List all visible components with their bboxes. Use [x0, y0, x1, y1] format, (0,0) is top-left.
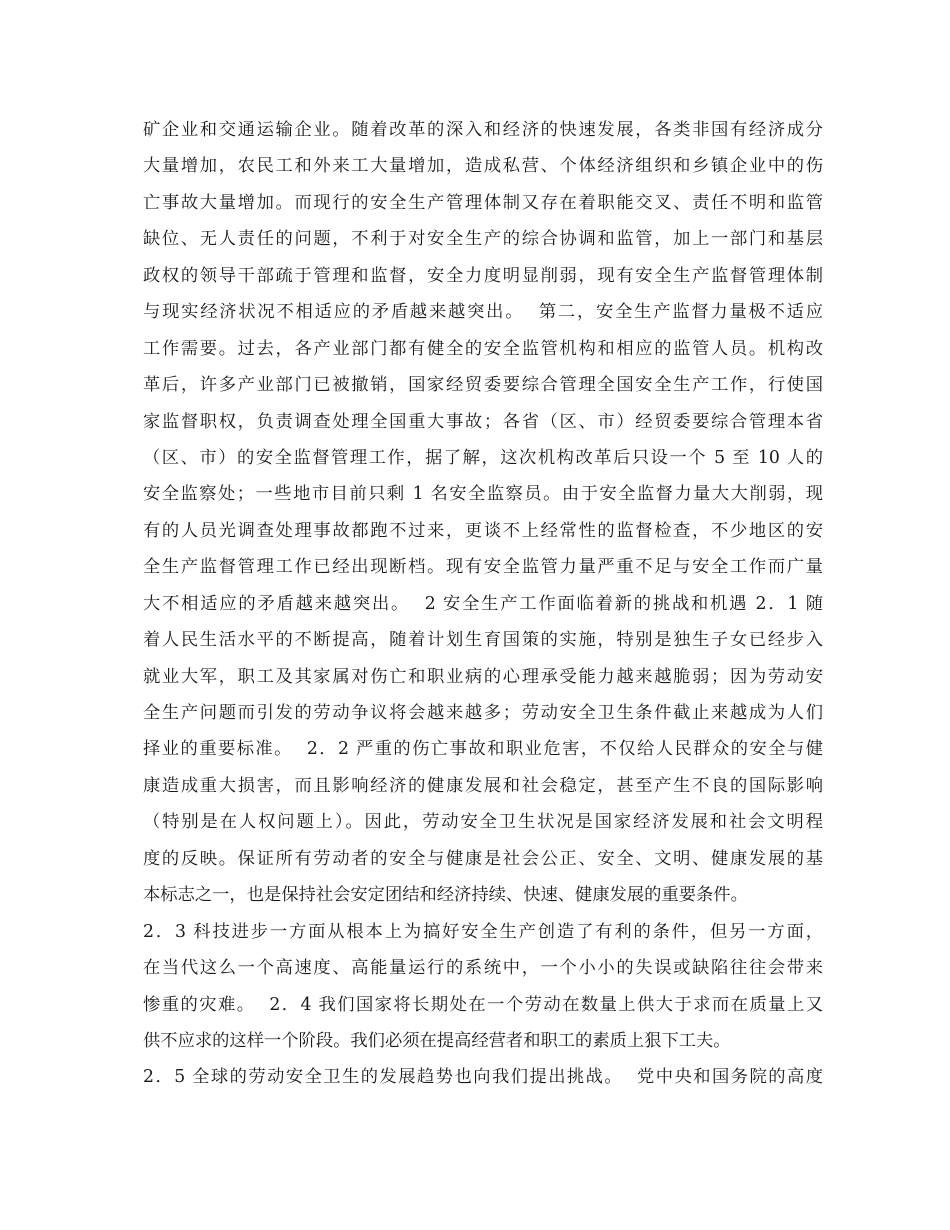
text-line: 政权的领导干部疏于管理和监督，安全力度明显削弱，现有安全生产监督管理体制: [143, 265, 823, 286]
text-line: 矿企业和交通运输企业。随着改革的深入和经济的快速发展，各类非国有经济成分: [143, 120, 823, 140]
text-line: 亡事故大量增加。而现行的安全生产管理体制又存在着职能交叉、责任不明和监管: [143, 192, 823, 213]
text-line: （特别是在人权问题上）。因此，劳动安全卫生状况是国家经济发展和社会文明程: [143, 812, 823, 833]
text-line: 革后，许多产业部门已被撤销，国家经贸委要综合管理全国安全生产工作，行使国: [143, 375, 823, 396]
text-line: 度的反映。保证所有劳动者的安全与健康是社会公正、安全、文明、健康发展的基: [143, 848, 823, 869]
text-line: 工作需要。过去，各产业部门都有健全的安全监管机构和相应的监管人员。机构改: [143, 338, 823, 359]
text-line: 大量增加，农民工和外来工大量增加，造成私营、个体经济组织和乡镇企业中的伤: [143, 156, 823, 177]
text-line: 家监督职权，负责调查处理全国重大事故；各省（区、市）经贸委要综合管理本省: [143, 411, 823, 432]
body-text: [143, 112, 823, 1096]
text-line: 2．3 科技进步一方面从根本上为搞好安全生产创造了有利的条件，但另一方面，: [143, 921, 823, 942]
text-line: 大不相适应的矛盾越来越突出。 2 安全生产工作面临着新的挑战和机遇 2．1 随: [143, 593, 823, 614]
text-line: 着人民生活水平的不断提高，随着计划生育国策的实施，特别是独生子女已经步入: [143, 630, 823, 651]
text-line: 有的人员光调查处理事故都跑不过来，更谈不上经常性的监督检查，不少地区的安: [143, 520, 823, 541]
text-line: 本标志之一，也是保持社会安定团结和经济持续、快速、健康发展的重要条件。: [143, 885, 748, 906]
text-line: 2．5 全球的劳动安全卫生的发展趋势也向我们提出挑战。 党中央和国务院的高度: [143, 1067, 823, 1088]
text-line: 供不应求的这样一个阶段。我们必须在提高经营者和职工的素质上狠下工夫。: [143, 1030, 731, 1051]
text-line: 择业的重要标准。 2．2 严重的伤亡事故和职业危害，不仅给人民群众的安全与健: [143, 739, 823, 760]
text-line: 康造成重大损害，而且影响经济的健康发展和社会稳定，甚至产生不良的国际影响: [143, 775, 823, 796]
text-line: 安全监察处；一些地市目前只剩 1 名安全监察员。由于安全监督力量大大削弱，现: [143, 484, 823, 505]
text-line: 就业大军，职工及其家属对伤亡和职业病的心理承受能力越来越脆弱；因为劳动安: [143, 666, 823, 687]
text-line: 在当代这么一个高速度、高能量运行的系统中，一个小小的失误或缺陷往往会带来: [143, 958, 823, 979]
text-line: （区、市）的安全监督管理工作，据了解，这次机构改革后只设一个 5 至 10 人的: [143, 447, 823, 468]
text-line: 惨重的灾难。 2．4 我们国家将长期处在一个劳动在数量上供大于求而在质量上又: [143, 994, 823, 1015]
text-line: 与现实经济状况不相适应的矛盾越来越突出。 第二，安全生产监督力量极不适应: [143, 302, 823, 323]
text-line: 缺位、无人责任的问题，不利于对安全生产的综合协调和监管，加上一部门和基层: [143, 229, 823, 250]
text-line: 全生产问题而引发的劳动争议将会越来越多；劳动安全卫生条件截止来越成为人们: [143, 703, 823, 723]
text-line: 全生产监督管理工作已经出现断档。现有安全监管力量严重不足与安全工作而广量: [143, 557, 823, 578]
